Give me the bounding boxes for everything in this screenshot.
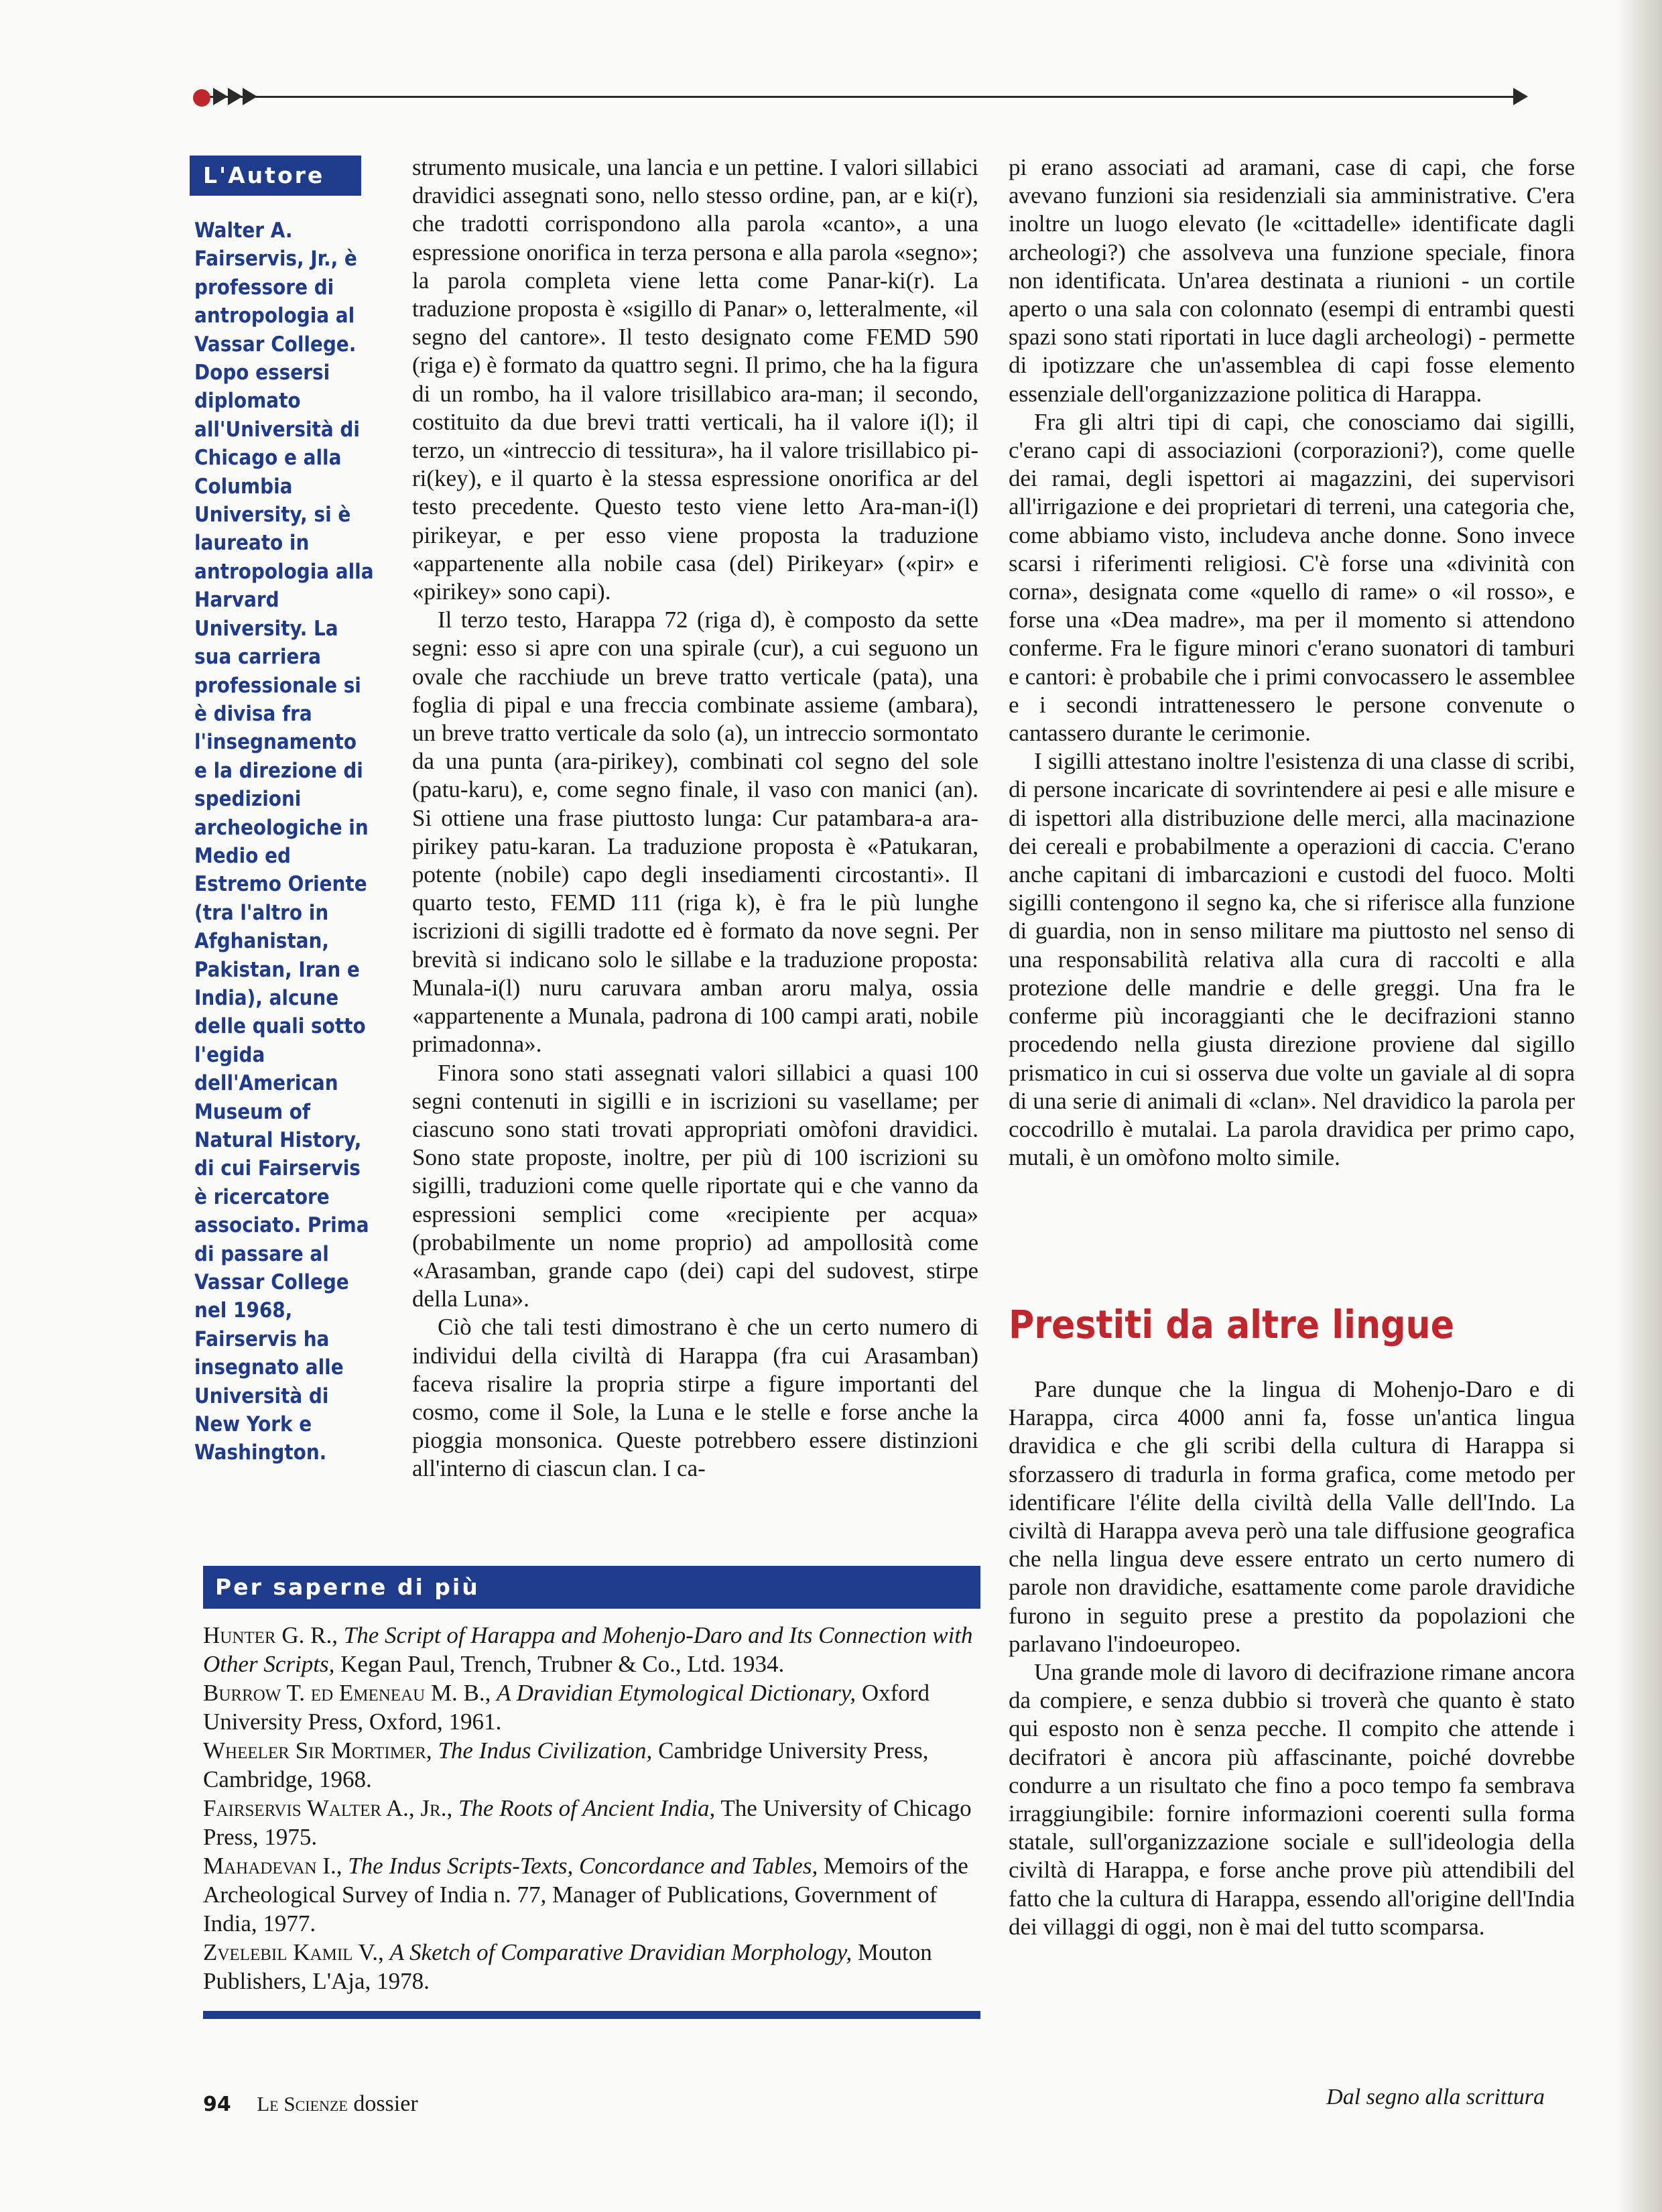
author-bio: Walter A. Fairservis, Jr., è professore di antropologia al Vassar College. Dopo essersi diplomato all'Università di Chicago e alla Columbia University, si è laureato in antropologia alla Harvard University. La sua carriera professionale si è divisa fra l'insegnamento e la direzione di spedizioni archeologiche in Medio ed Estremo Oriente (tra l'altro in Afghanistan, Pakistan, Iran e India), alcune delle quali sotto l'egida dell'American Museum of Natural History, di cui Fairservis è ricercatore associato. Prima di passare al Vassar College nel 1968, Fairservis ha insegnato alle Università di New York e Washington. (194, 219, 374, 1465)
magazine-section: dossier (353, 2091, 418, 2116)
references-bottom-rule (203, 2011, 980, 2019)
magazine-name: Le Scienze (257, 2092, 348, 2115)
reference-item: Burrow T. ed Emeneau M. B., A Dravidian Etymological Dictionary, Oxford University Press, Oxford, 1961. (203, 1680, 930, 1735)
paragraph: Finora sono stati assegnati valori sillabici a quasi 100 segni contenuti in sigilli e in iscrizioni su vasellame; per ciascuno sono stati trovati appropriati omòfoni dravidici. Sono state proposte, inoltre, per più di 100 iscrizioni su sigilli, traduzioni come quelle riportate qui e che vanno da espressioni semplici come «recipiente per acqua» (probabilmente un nome proprio) ad ampollosità come «Arasamban, grande capo (dei) capi del sudovest, stirpe della Luna». (412, 1059, 978, 1312)
paragraph: Una grande mole di lavoro di decifrazione rimane ancora da compiere, e senza dubbio si troverà che quanto è stato qui esposto non è senza pecche. Il compito che attende i decifratori è ancora più affascinante, poiché dovrebbe condurre a un risultato che fino a poco tempo fa sembrava irraggiungibile: fornire informazioni coerenti sulla forma statale, sull'organizzazione sociale e sull'ideologia della civiltà di Harappa, e forse anche prove più attendibili del fatto che la cultura di Harappa, essendo all'origine dell'India dei villaggi di oggi, non è mai del tutto scomparsa. (1009, 1659, 1575, 1940)
right-column-continued (1009, 1375, 1575, 1941)
arrow-right-end-icon (1513, 88, 1528, 105)
arrow-right-icon (213, 88, 228, 105)
paragraph: Il terzo testo, Harappa 72 (riga d), è composto da sette segni: esso si apre con una spirale (cur), a cui seguono un ovale che racchiude un breve tratto verticale (pata), una foglia di pipal e una freccia combinate assieme (ambara), un breve tratto verticale da solo (a), un intreccio sormontato da una punta (ara-pirikey), combinati col segno del sole (patu-karu), e, come segno finale, il vaso con manici (an). Si ottiene una frase piuttosto lunga: Cur patambara-a ara-pirikey patu-karan. La traduzione proposta è «Patukaran, potente (nobile) capo degli insediamenti circostanti». Il quarto testo, FEMD 111 (riga k), è fra le più lunghe iscrizioni di sigilli tradotte ed è formato da nove segni. Per brevità si indicano solo le sillabe e la traduzione proposta: Munala-i(l) nuru caruvara amban aroru malya, ossia «appartenente a Munala, padrona di 100 campi arati, nobile primadonna». (412, 607, 978, 1058)
footer-left (203, 2091, 418, 2117)
top-rule (201, 96, 1515, 98)
reference-item: Mahadevan I., The Indus Scripts-Texts, Concordance and Tables, Memoirs of the Archeological Survey of India n. 77, Manager of Publications, Government of India, 1977. (203, 1853, 968, 1937)
references-list (203, 1621, 980, 1995)
reference-item: Wheeler Sir Mortimer, The Indus Civilization, Cambridge University Press, Cambridge, 1968. (203, 1737, 929, 1792)
red-dot-icon (193, 89, 210, 107)
reference-item: Fairservis Walter A., Jr., The Roots of Ancient India, The University of Chicago Press, 1975. (203, 1795, 972, 1850)
paragraph: Pare dunque che la lingua di Mohenjo-Daro e di Harappa, circa 4000 anni fa, fosse un'antica lingua dravidica e che gli scribi della cultura di Harappa si sforzassero di tradurla in forma grafica, come metodo per identificare l'élite della civiltà della Valle dell'Indo. La civiltà di Harappa aveva però una tale diffusione geografica che nella lingua deve essere entrato un certo numero di parole non dravidiche, esattamente come parole dravidiche furono in seguito prese a prestito da popolazioni che parlavano l'indoeuropeo. (1009, 1376, 1575, 1657)
paragraph: I sigilli attestano inoltre l'esistenza di una classe di scribi, di persone incaricate di sovrintendere ai pesi e alle misure e di ispettori alla distribuzione delle merci, alla macinazione dei cereali e probabilmente a operazioni di caccia. C'erano anche capitani di imbarcazioni e custodi del fuoco. Molti sigilli contengono il segno ka, che si riferisce alla funzione di guardia, non in senso militare ma piuttosto nel senso di una responsabilità relativa alla cura di raccolti e alla protezione delle mandrie e delle greggi. Una fra le conferme più incoraggianti che le decifrazioni stanno procedendo nella giusta direzione proviene dal sigillo prismatico in cui si osserva due volte un gaviale al di sopra di una serie di animali di «clan». Nel dravidico la parola per coccodrillo è mutalai. La parola dravidica per primo capo, mutali, è un omòfono molto simile. (1009, 748, 1575, 1171)
middle-column (412, 153, 978, 1483)
paragraph: Ciò che tali testi dimostrano è che un certo numero di individui della civiltà di Harappa (fra cui Arasamban) faceva risalire la propria stirpe a figure importanti del cosmo, come il Sole, la Luna e le stelle e forse anche la pioggia monsonica. Queste potrebbero essere distinzioni all'interno di ciascun clan. I ca- (412, 1314, 978, 1482)
reference-item: Zvelebil Kamil V., A Sketch of Comparative Dravidian Morphology, Mouton Publishers, L'Aja, 1978. (203, 1939, 932, 1994)
section-heading: Prestiti da altre lingue (1009, 1302, 1455, 1347)
right-column (1009, 153, 1575, 1172)
page-number: 94 (203, 2093, 231, 2116)
arrow-right-icon (243, 88, 257, 105)
paragraph: Fra gli altri tipi di capi, che conosciamo dai sigilli, c'erano capi di associazioni (corporazioni?), come quelle dei ramai, degli ispettori ai magazzini, dei supervisori all'irrigazione e dei proprietari di terreni, una categoria che, come abbiamo visto, includeva anche donne. Sono invece scarsi i riferimenti religiosi. C'è forse una «divinità con corna», designata come «quello di rame» o «il rosso», e forse una «Dea madre», ma per il momento si attendono conferme. Fra le figure minori c'erano suonatori di tamburi e cantori: è probabile che i primi convocassero le assemblee e i secondi intrattenessero le persone convenute o cantassero durante le cerimonie. (1009, 408, 1575, 747)
page-binding-shadow (1615, 0, 1662, 2212)
paragraph: pi erano associati ad aramani, case di capi, che forse avevano funzioni sia residenziali sia amministrative. C'era inoltre un luogo elevato (le «cittadelle» identificate dagli archeologi?) che assolveva una funzione speciale, finora non identificata. Un'area destinata a riunioni - un cortile aperto o una sala con colonnato (esempi di entrambi questi spazi sono stati riportati in luce dagli archeologi) - permette di ipotizzare che un'assemblea di capi fosse elemento essenziale dell'organizzazione politica di Harappa. (1009, 154, 1575, 407)
arrow-right-icon (228, 88, 243, 105)
references-title: Per saperne di più (203, 1566, 980, 1609)
reference-item: Hunter G. R., The Script of Harappa and Mohenjo-Daro and Its Connection with Other Scripts, Kegan Paul, Trench, Trubner & Co., Ltd. 1934. (203, 1622, 973, 1677)
running-title: Dal segno alla scrittura (1326, 2085, 1545, 2109)
author-box-title: L'Autore (190, 156, 361, 196)
paragraph: strumento musicale, una lancia e un pettine. I valori sillabici dravidici assegnati sono, nello stesso ordine, pan, ar e ki(r), che tradotti corrispondono alla parola «canto», a una espressione onorifica in terza persona e alla parola «segno»; la parola completa viene letta come Panar-ki(r). La traduzione proposta è «sigillo di Panar» o, letteralmente, «il segno del cantore». Il testo designato come FEMD 590 (riga e) è formato da quattro segni. Il primo, che ha la figura di un rombo, ha il valore trisillabico ara-man; il secondo, costituito da due brevi tratti verticali, ha il valore i(l); il terzo, un «intreccio di tessitura», ha il valore trisillabico pi-ri(key), e il quarto è la stessa espressione onorifica ar del testo precedente. Questo testo viene letto Ara-man-i(l) pirikeyar, e per esso viene proposta la traduzione «appartenente alla nobile casa (del) Pirikeyar» («pir» e «pirikey» sono capi). (412, 154, 978, 605)
